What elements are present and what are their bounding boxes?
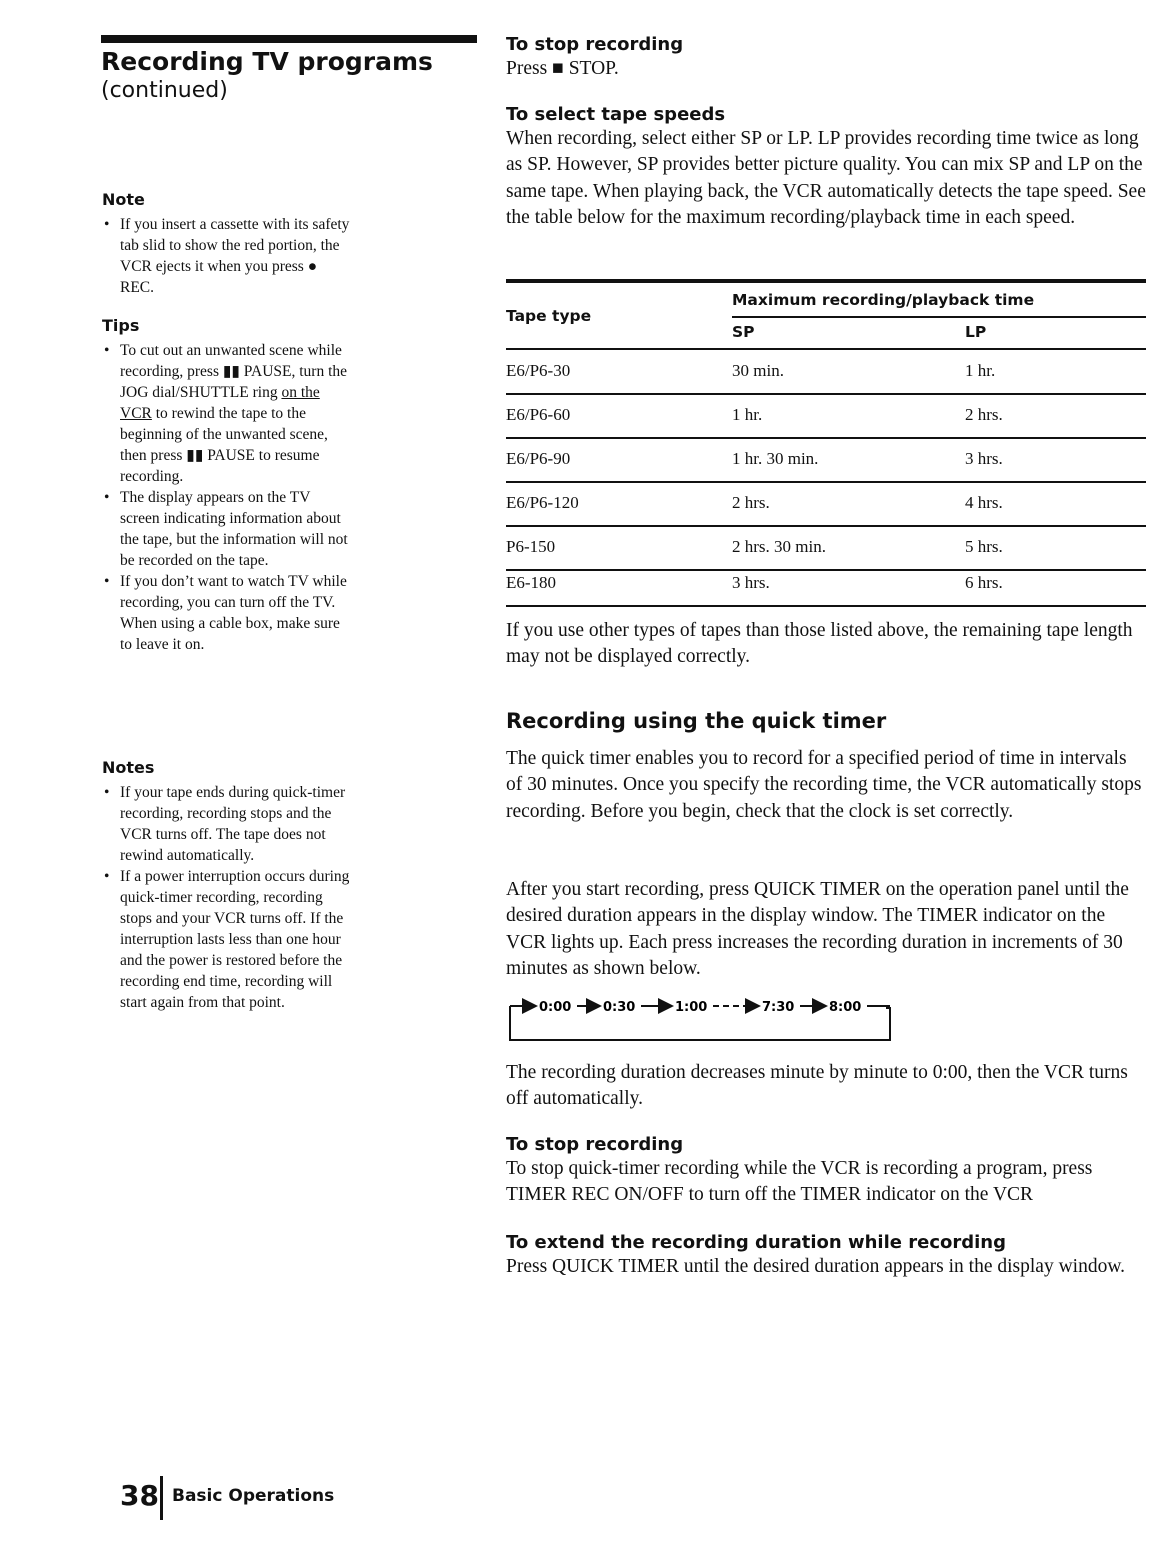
table-row — [506, 562, 1146, 607]
extend-duration-section — [506, 1232, 1146, 1280]
note-section — [102, 190, 352, 298]
cell-lp: 1 hr. — [965, 361, 996, 380]
note-list — [102, 214, 352, 298]
table-header-tape-type: Tape type — [506, 307, 592, 325]
quick-timer-heading: Recording using the quick timer — [506, 709, 887, 733]
table-row — [506, 438, 1146, 483]
table-row — [506, 350, 1146, 395]
quick-stop-text: To stop quick-timer recording while the VCR is recording a program, press TIMER REC ON/OFF to turn off the TIMER indicator on the VCR — [506, 1158, 1093, 1206]
cell-tape: P6-150 — [506, 537, 556, 556]
tips-heading: Tips — [102, 316, 140, 335]
table-top-rule — [506, 279, 1146, 283]
quick-stop-heading: To stop recording — [506, 1134, 684, 1155]
cell-sp: 2 hrs. 30 min. — [732, 537, 826, 556]
notes-heading: Notes — [102, 758, 155, 777]
cell-sp: 2 hrs. — [732, 493, 770, 512]
cell-sp: 3 hrs. — [732, 573, 770, 592]
page-number: 38 — [120, 1479, 159, 1512]
table-footnote: If you use other types of tapes than those listed above, the remaining tape length may not be displayed correctly. — [506, 620, 1133, 668]
tape-speeds-heading: To select tape speeds — [506, 104, 726, 125]
stop-recording-heading: To stop recording — [506, 34, 684, 55]
cell-tape: E6/P6-60 — [506, 405, 571, 424]
table-header-max-time: Maximum recording/playback time — [732, 291, 1035, 309]
extend-duration-heading: To extend the recording duration while recording — [506, 1232, 1006, 1253]
tip-text: to rewind the tape to the beginning of the unwanted scene, then press ▮▮ PAUSE to resume recording. — [120, 405, 328, 485]
tips-section — [102, 316, 352, 655]
quick-timer-countdown: The recording duration decreases minute by minute to 0:00, then the VCR turns off automatically. — [506, 1062, 1128, 1110]
cell-tape: E6-180 — [506, 573, 557, 592]
quick-timer-instructions: After you start recording, press QUICK TIMER on the operation panel until the desired duration appears in the display window. The TIMER indicator on the VCR lights up. Each press increases the recording duration in increments of 30 minutes as shown below. — [506, 879, 1129, 979]
cell-lp: 3 hrs. — [965, 449, 1003, 468]
notes-section — [102, 758, 352, 1013]
cell-lp: 2 hrs. — [965, 405, 1003, 424]
title-rule — [101, 35, 477, 43]
notes-item: • If your tape ends during quick-timer recording, recording stops and the VCR turns off. The tape does not rewind automatically. — [102, 782, 352, 866]
notes-list — [102, 782, 352, 1013]
tip-item: • If you don’t want to watch TV while recording, you can turn off the TV. When using a cable box, make sure to leave it on. — [102, 571, 352, 655]
cell-tape: E6/P6-120 — [506, 493, 579, 512]
table-row — [506, 394, 1146, 439]
step-0-00: 0:00 — [539, 1000, 572, 1015]
tip-item — [102, 340, 352, 487]
table-header-lp: LP — [965, 323, 987, 341]
cell-lp: 5 hrs. — [965, 537, 1003, 556]
footer-divider — [160, 1476, 163, 1520]
tips-list — [102, 340, 352, 655]
page-subtitle: (continued) — [101, 78, 228, 103]
footer-section-label: Basic Operations — [172, 1486, 335, 1506]
tip-text: To cut out an unwanted scene while recording, press ▮▮ PAUSE, turn the JOG dial/SHUTTLE ring — [120, 342, 348, 401]
tape-time-table — [506, 279, 1146, 609]
table-header-sp: SP — [732, 323, 755, 341]
cell-tape: E6/P6-90 — [506, 449, 571, 468]
notes-item: • If a power interruption occurs during quick-timer recording, recording stops and your VCR turns off. If the interruption lasts less than one hour and the power is restored before the recording end time, recording will start again from that point. — [102, 866, 352, 1013]
cell-lp: 4 hrs. — [965, 493, 1003, 512]
cell-sp: 30 min. — [732, 361, 784, 380]
extend-duration-text: Press QUICK TIMER until the desired duration appears in the display window. — [506, 1256, 1126, 1277]
step-8-00: 8:00 — [829, 1000, 862, 1015]
cell-sp: 1 hr. 30 min. — [732, 449, 819, 468]
cell-tape: E6/P6-30 — [506, 361, 571, 380]
tip-underlined-text: on the VCR — [120, 384, 320, 422]
step-0-30: 0:30 — [603, 1000, 636, 1015]
step-1-00: 1:00 — [675, 1000, 708, 1015]
tape-speeds-text: When recording, select either SP or LP. LP provides recording time twice as long as SP. However, SP provides better picture quality. You can mix SP and LP on the same tape. When playing back, the VCR automatically detects the tape speed. See the table below for the maximum recording/playback time in each speed. — [506, 128, 1146, 228]
page-title: Recording TV programs — [101, 47, 433, 76]
stop-recording-text: Press ■ STOP. — [506, 58, 619, 79]
table-subheader-rule — [732, 316, 1146, 318]
stop-recording-section — [506, 34, 1146, 82]
tape-speeds-section — [506, 104, 1146, 231]
table-row — [506, 482, 1146, 527]
step-7-30: 7:30 — [762, 1000, 795, 1015]
note-heading: Note — [102, 190, 145, 209]
tip-item: • The display appears on the TV screen indicating information about the tape, but the information will not be recorded on the tape. — [102, 487, 352, 571]
cell-lp: 6 hrs. — [965, 573, 1003, 592]
note-item: • If you insert a cassette with its safety tab slid to show the red portion, the VCR ejects it when you press ● REC. — [102, 214, 352, 298]
quick-timer-intro: The quick timer enables you to record for a specified period of time in intervals of 30 minutes. Once you specify the recording time, the VCR automatically stops recording. Before you begin, check that the clock is set correctly. — [506, 748, 1142, 822]
quick-timer-sequence-diagram — [506, 990, 906, 1046]
cell-sp: 1 hr. — [732, 405, 763, 424]
quick-stop-section — [506, 1134, 1146, 1209]
